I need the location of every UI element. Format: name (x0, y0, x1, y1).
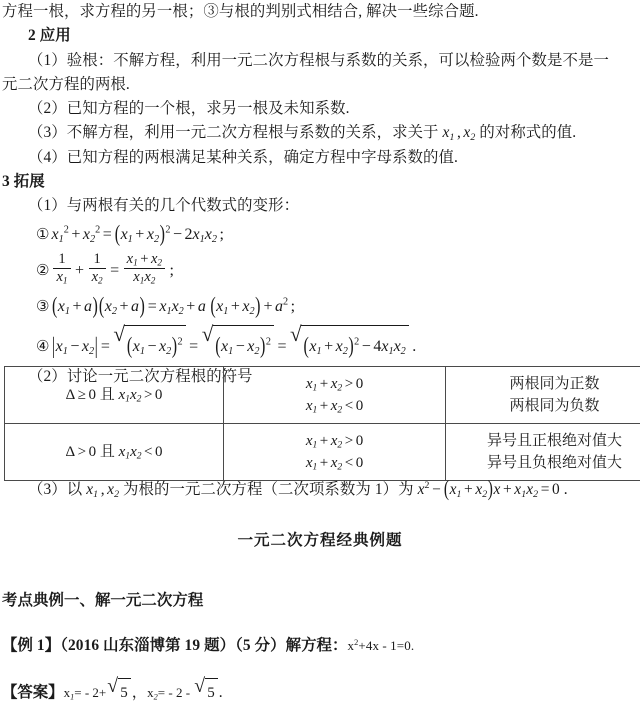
application-item-3-pre: （3）不解方程，利用一元二次方程根与系数的关系，求关于 (28, 124, 443, 141)
application-item-3 (0, 121, 640, 145)
application-item-1-line-2: 元二次方程的两根. (0, 73, 640, 97)
extension-item-1: （1）与两根有关的几个代数式的变形： (0, 194, 640, 218)
application-item-1-line-1: （1）验根：不解方程，利用一元二次方程根与系数的关系，可以检验两个数是不是一 (0, 49, 640, 73)
spacer (0, 576, 640, 589)
table-cell-results (446, 367, 640, 424)
sum-expression: $x_1 + x_2 < 0$ (228, 395, 441, 417)
inline-math-roots: $x_1$ , $x_2$ (86, 481, 119, 498)
heading-2-application: 2 应用 (0, 24, 640, 48)
heading-3-extension: 3 拓展 (0, 170, 640, 194)
paragraph-tail: 方程一根，求方程的另一根；③与根的判别式相结合, 解决一些综合题. (0, 0, 640, 24)
answer-line (0, 678, 640, 706)
formula-1 (0, 219, 640, 249)
extension-item-3-pre: （3）以 (28, 481, 86, 498)
fraction-1-over-x1: $\frac{1}{x_1}$ (53, 251, 70, 286)
sum-expression: $x_1 + x_2 > 0$ (228, 430, 441, 452)
spacer (0, 550, 640, 576)
table-row (5, 367, 640, 424)
extension-item-2-label: （2）讨论一元二次方程根的符号 (0, 365, 640, 389)
application-item-2: （2）已知方程的一个根，求另一根及未知系数. (0, 97, 640, 121)
example-line (0, 634, 640, 658)
answer-separator: ， (132, 684, 147, 701)
sqrt-5-first: √ 5 (107, 678, 131, 706)
condition-expression: Δ ≥ 0 且 $x_1x_2 > 0$ (66, 387, 163, 403)
sqrt-2: √ $(x_1 - x_2)^2$ (202, 325, 274, 367)
sum-expression: $x_1 + x_2 < 0$ (228, 452, 441, 474)
formula-3 (0, 293, 640, 321)
extension-item-3-mid: 为根的一元二次方程（二次项系数为 1）为 (119, 481, 417, 498)
table-cell-results (446, 424, 640, 481)
result-text: 异号且负根绝对值大 (450, 452, 640, 474)
answer-end: . (219, 684, 223, 701)
formula-4-marker: ④ (36, 339, 49, 355)
radicand-value: 5 (205, 678, 218, 706)
result-text: 异号且正根绝对值大 (450, 430, 640, 452)
formula-4-body: $|x_1 - x_2|$ = √ $(x_1 - x_2)^2$ = √ $(x_1 - x_2)^2$ = √ $(x_1 + x_2)^2 - 4x_1x_2$ . (51, 338, 418, 355)
extension-item-3 (0, 478, 640, 502)
extension-item-3-end: . (560, 481, 568, 498)
answer-root-2: $x_2= - 2$ - √ 5 (147, 685, 219, 700)
sum-expression: $x_1 + x_2 > 0$ (228, 373, 441, 395)
formula-1-body: $x_1^2 + x_2^2 = (x_1 + x_2)^2 - 2x_1x_2$ ; (51, 226, 226, 243)
root-sign-table-wrapper (4, 366, 636, 481)
sqrt-5-second: √ 5 (194, 678, 218, 706)
sqrt-1: √ $(x_1 - x_2)^2$ (113, 325, 185, 367)
inline-math-x1x2: $x_1$ , $x_2$ (443, 124, 476, 141)
formula-3-marker: ③ (36, 299, 49, 315)
text-block-top (0, 0, 640, 219)
formula-3-body: $(x_1 + a)(x_2 + a) = x_1x_2 + a$ $(x_1 + x_2) + a^2$ ; (51, 298, 297, 315)
answer-root-1: $x_1= - 2+$ √ 5 (64, 685, 132, 700)
table-row (5, 424, 640, 481)
result-text: 两根同为负数 (450, 395, 640, 417)
example-label: 【例 1】 (2, 637, 60, 654)
formula-2-marker: ② (36, 263, 49, 279)
exam-point-heading: 考点典例一、解一元二次方程 (0, 589, 640, 613)
spacer (0, 502, 640, 528)
fraction-sum-over-product: $\frac{x_1 + x_2}{x_1x_2}$ (124, 251, 165, 286)
table-cell-condition (5, 424, 224, 481)
formula-4 (0, 321, 640, 367)
radicand-value: 5 (118, 678, 131, 706)
table-cell-condition (5, 367, 224, 424)
sqrt-3: √ $(x_1 + x_2)^2 - 4x_1x_2$ (290, 325, 409, 367)
spacer (0, 658, 640, 678)
table-cell-sums (224, 367, 446, 424)
fraction-1-over-x2: $\frac{1}{x_2}$ (89, 251, 106, 286)
answer-label: 【答案】 (2, 684, 64, 701)
spacer (0, 614, 640, 634)
root-sign-table (4, 366, 640, 481)
application-item-3-post: 的对称式的值. (475, 124, 576, 141)
section-title: 一元二次方程经典例题 (0, 528, 640, 550)
condition-expression: Δ > 0 且 $x_1x_2 < 0$ (65, 444, 162, 460)
formula-2-body: $\frac{1}{x_1}$ + $\frac{1}{x_2}$ = $\frac{x_1 + x_2}{x_1x_2}$ ; (51, 262, 176, 279)
result-text: 两根同为正数 (450, 373, 640, 395)
quadratic-equation-expression: $x^2 - (x_1 + x_2)x + x_1x_2 = 0$ (418, 481, 560, 498)
example-source: （2016 山东淄博第 19 题）（5 分）解方程： (60, 637, 347, 654)
application-item-4: （4）已知方程的两根满足某种关系，确定方程中字母系数的值. (0, 146, 640, 170)
formula-1-marker: ① (36, 227, 49, 243)
table-cell-sums (224, 424, 446, 481)
example-equation: $x^2+4x - 1=0$. (348, 638, 415, 653)
